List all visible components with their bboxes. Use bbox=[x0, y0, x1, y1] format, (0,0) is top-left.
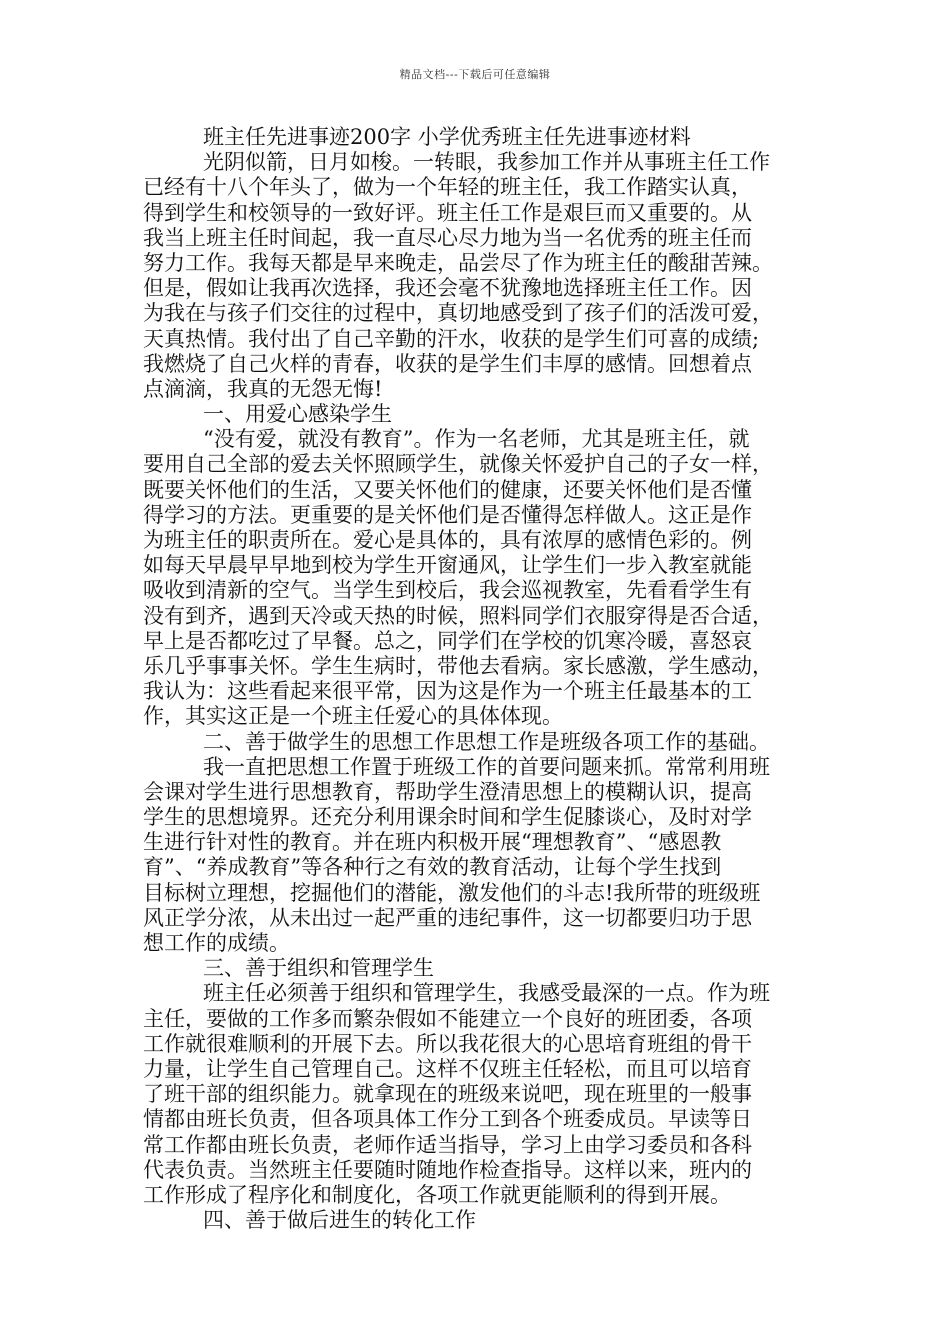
text-line: 三、善于组织和管理学生 bbox=[203, 956, 434, 981]
text-line: 想工作的成绩。 bbox=[143, 931, 290, 955]
text-line: 点滴滴，我真的无怨无悔! bbox=[143, 376, 383, 401]
document-title: 班主任先进事迹200字 小学优秀班主任先进事迹材料 bbox=[203, 125, 691, 149]
text-line: “没有爱，就没有教育”。作为一名老师，尤其是班主任，就 bbox=[203, 427, 750, 452]
text-line: 早上是否都吃过了早餐。总之，同学们在学校的饥寒冷暖，喜怒哀 bbox=[143, 628, 752, 653]
text-line: 二、善于做学生的思想工作思想工作是班级各项工作的基础。 bbox=[203, 729, 770, 754]
text-line: 得学习的方法。更重要的是关怀他们是否懂得怎样做人。这正是作 bbox=[143, 502, 752, 527]
text-line: 四、善于做后进生的转化工作 bbox=[203, 1208, 476, 1233]
text-line: 主任，要做的工作多而繁杂假如不能建立一个良好的班团委，各项 bbox=[143, 1006, 752, 1031]
text-line: 已经有十八个年头了，做为一个年轻的班主任，我工作踏实认真， bbox=[143, 175, 752, 200]
document-body bbox=[143, 125, 833, 1233]
text-line: 光阴似箭，日月如梭。一转眼，我参加工作并从事班主任工作 bbox=[203, 150, 770, 175]
text-line: 吸收到清新的空气。当学生到校后，我会巡视教室，先看看学生有 bbox=[143, 578, 752, 603]
text-line: 为班主任的职责所在。爱心是具体的，具有浓厚的感情色彩的。例 bbox=[143, 528, 752, 552]
text-line: 生进行针对性的教育。并在班内积极开展“理想教育”、“感恩教 bbox=[143, 830, 722, 855]
text-line: 要用自己全部的爱去关怀照顾学生，就像关怀爱护自己的子女一样， bbox=[143, 452, 773, 477]
text-line: 目标树立理想，挖掘他们的潜能，激发他们的斗志!我所带的班级班 bbox=[143, 880, 761, 905]
text-line: 天真热情。我付出了自己辛勤的汗水，收获的是学生们可喜的成绩; bbox=[143, 326, 760, 351]
text-line: 但是，假如让我再次选择，我还会毫不犹豫地选择班主任工作。因 bbox=[143, 276, 752, 301]
text-line: 如每天早晨早早地到校为学生开窗通风，让学生们一步入教室就能 bbox=[143, 553, 752, 578]
text-line: 工作就很难顺利的开展下去。所以我花很大的心思培育班组的骨干 bbox=[143, 1031, 752, 1056]
text-line: 我认为：这些看起来很平常，因为这是作为一个班主任最基本的工 bbox=[143, 679, 752, 704]
text-line: 得到学生和校领导的一致好评。班主任工作是艰巨而又重要的。从 bbox=[143, 200, 752, 225]
text-line: 为我在与孩子们交往的过程中，真切地感受到了孩子们的活泼可爱， bbox=[143, 301, 773, 326]
text-line: 班主任必须善于组织和管理学生，我感受最深的一点。作为班 bbox=[203, 981, 770, 1006]
text-line: 既要关怀他们的生活，又要关怀他们的健康，还要关怀他们是否懂 bbox=[143, 477, 752, 502]
text-line: 会课对学生进行思想教育，帮助学生澄清思想上的模糊认识，提高 bbox=[143, 779, 752, 804]
text-line: 我当上班主任时间起，我一直尽心尽力地为当一名优秀的班主任而 bbox=[143, 225, 752, 250]
text-line: 学生的思想境界。还充分利用课余时间和学生促膝谈心，及时对学 bbox=[143, 805, 752, 830]
text-line: 工作形成了程序化和制度化，各项工作就更能顺利的得到开展。 bbox=[143, 1182, 731, 1207]
text-line: 育”、“养成教育”等各种行之有效的教育活动，让每个学生找到 bbox=[143, 855, 722, 880]
text-line: 情都由班长负责，但各项具体工作分工到各个班委成员。早读等日 bbox=[143, 1107, 752, 1132]
text-line: 一、用爱心感染学生 bbox=[203, 402, 392, 427]
text-line: 努力工作。我每天都是早来晚走，品尝尽了作为班主任的酸甜苦辣。 bbox=[143, 250, 773, 275]
text-line: 力量，让学生自己管理自己。这样不仅班主任轻松，而且可以培育 bbox=[143, 1056, 752, 1081]
page-header-note: 精品文档---下载后可任意编辑 bbox=[399, 68, 551, 81]
text-line: 作，其实这正是一个班主任爱心的具体体现。 bbox=[143, 704, 563, 729]
text-line: 了班干部的组织能力。就拿现在的班级来说吧，现在班里的一般事 bbox=[143, 1082, 752, 1107]
text-line: 我燃烧了自己火样的青春，收获的是学生们丰厚的感情。回想着点 bbox=[143, 351, 752, 376]
text-line: 常工作都由班长负责，老师作适当指导，学习上由学习委员和各科 bbox=[143, 1132, 752, 1157]
text-line: 没有到齐，遇到天冷或天热的时候，照料同学们衣服穿得是否合适， bbox=[143, 603, 773, 628]
text-line: 风正学分浓，从未出过一起严重的违纪事件，这一切都要归功于思 bbox=[143, 905, 752, 930]
text-line: 代表负责。当然班主任要随时随地作检查指导。这样以来，班内的 bbox=[143, 1157, 752, 1182]
text-line: 乐几乎事事关怀。学生生病时，带他去看病。家长感激，学生感动， bbox=[143, 653, 773, 678]
text-line: 我一直把思想工作置于班级工作的首要问题来抓。常常利用班 bbox=[203, 754, 770, 779]
